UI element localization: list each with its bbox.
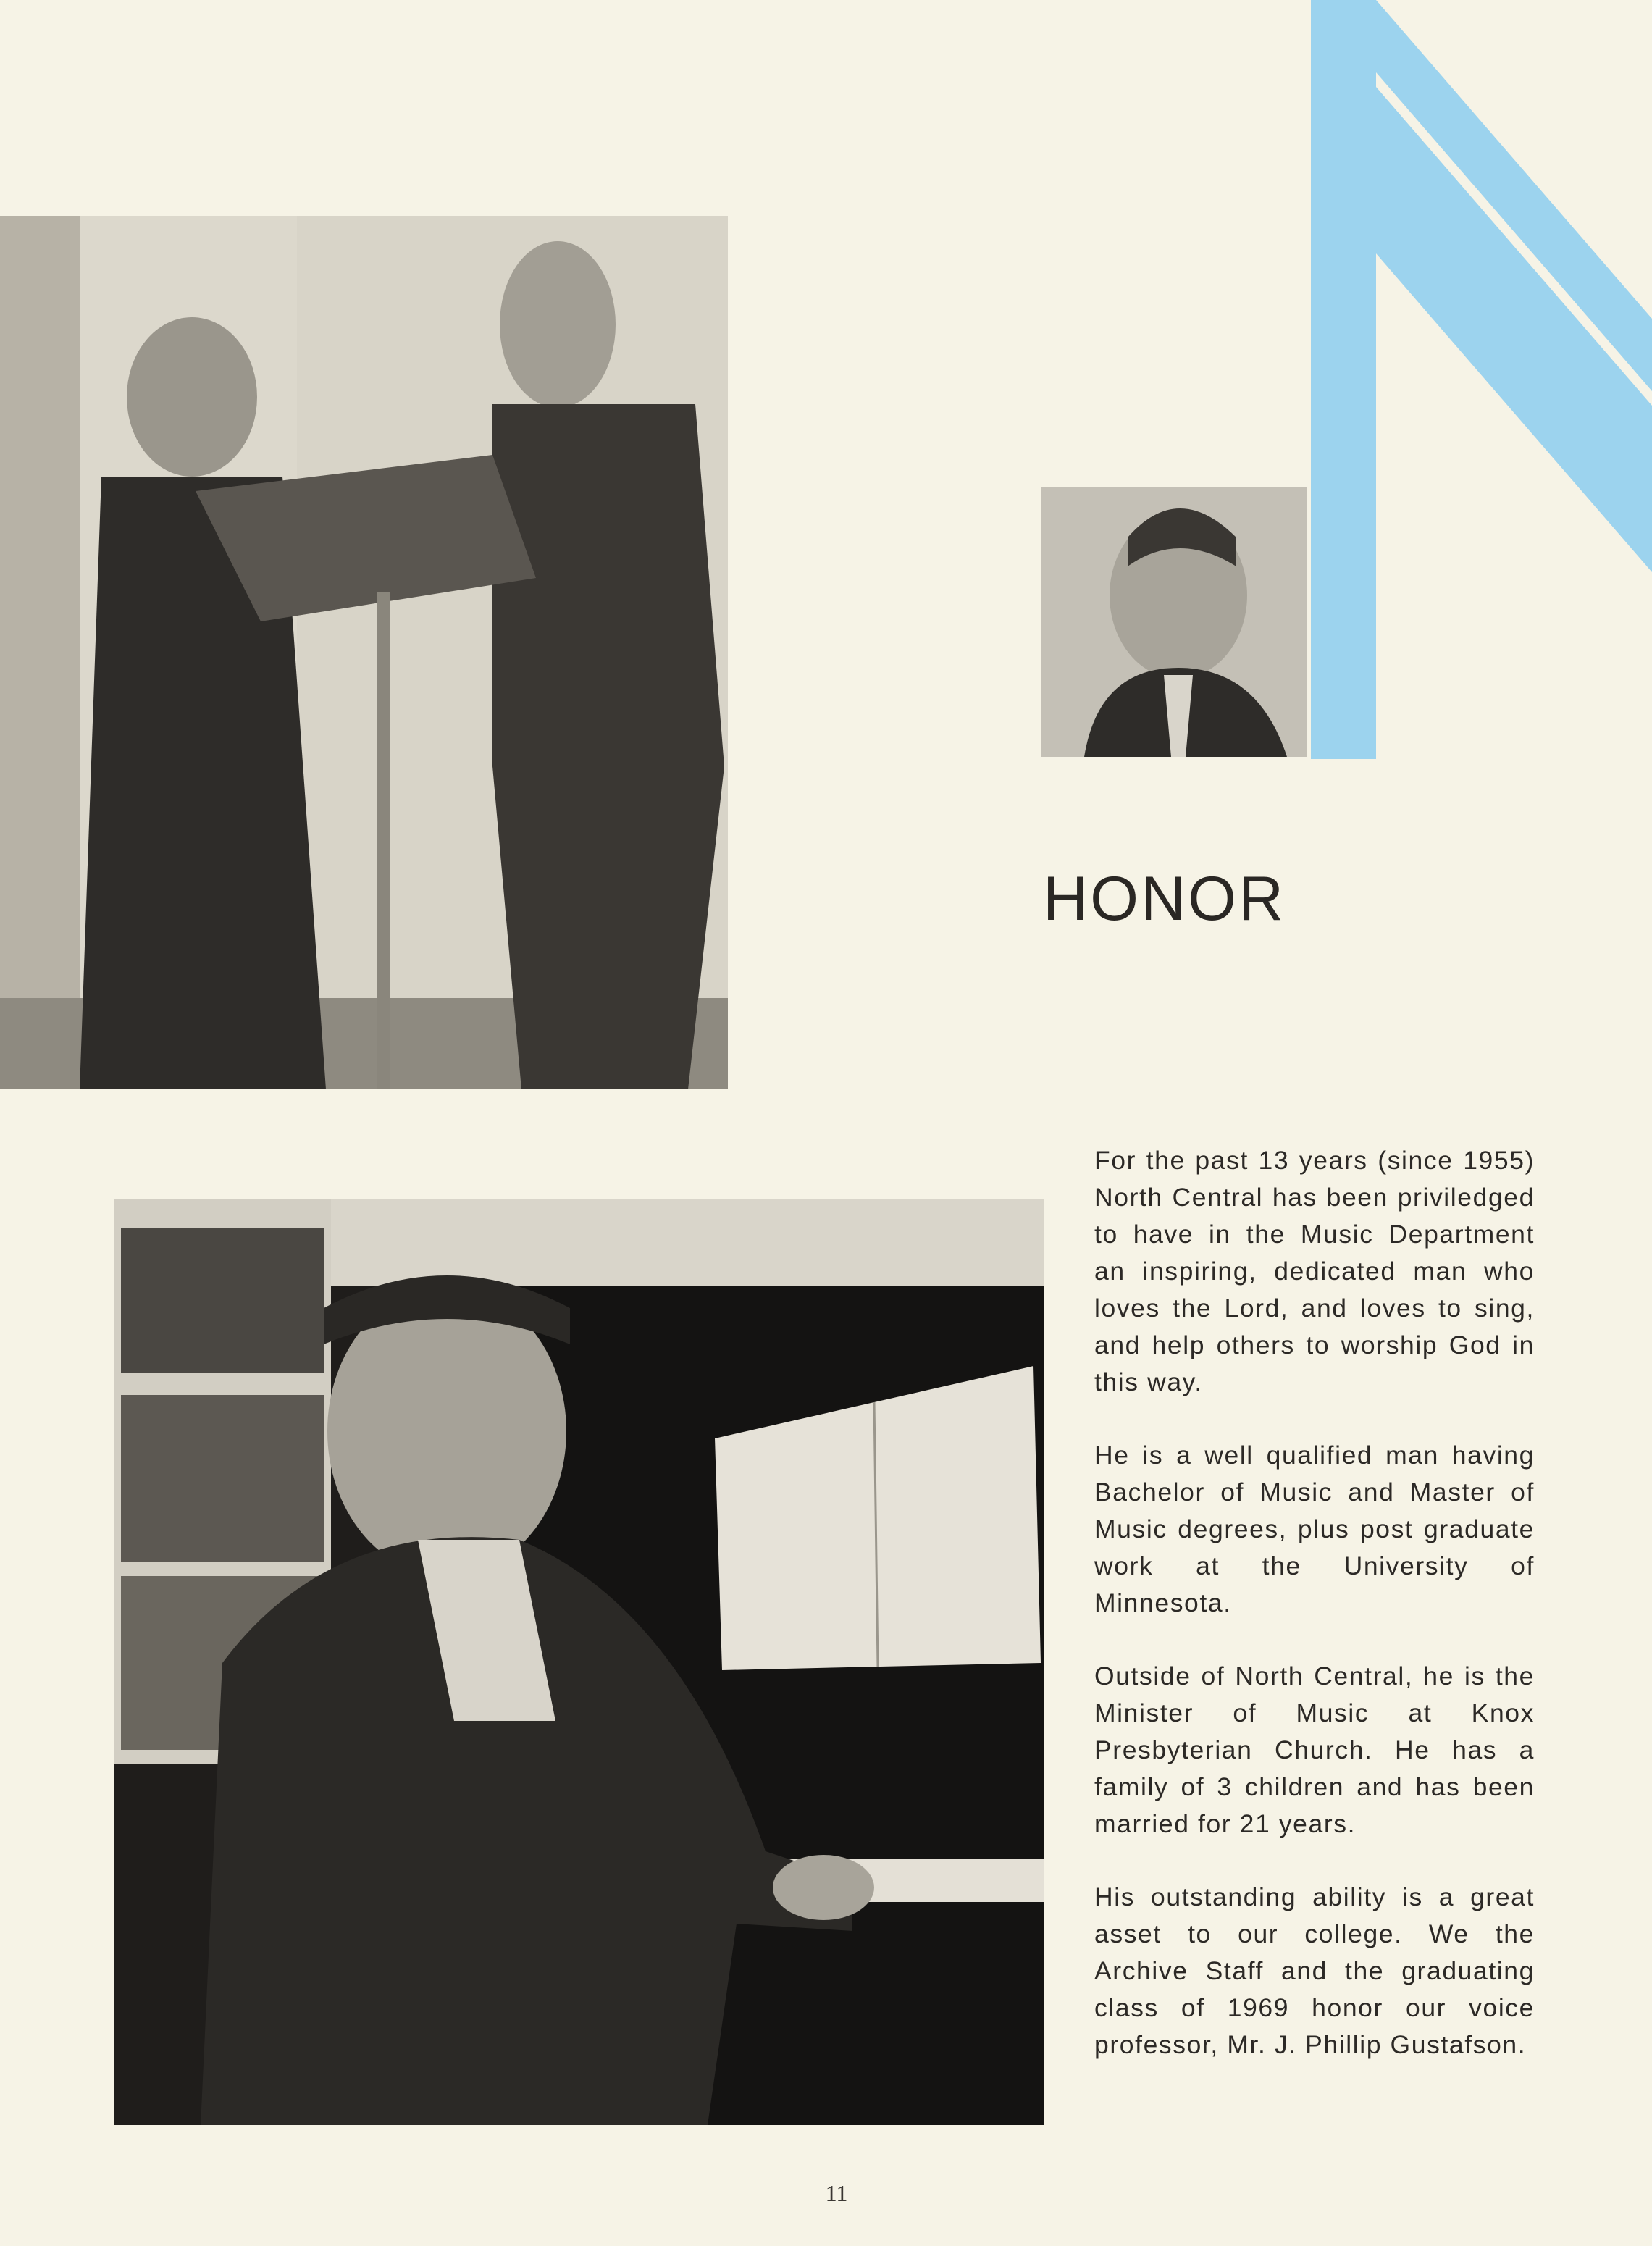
article-paragraph-4: His outstanding ability is a great asset to our college. We the Archive Staff and the graduating class of 1969 honor our voice professor, Mr. J. Phillip Gustafson. bbox=[1094, 1882, 1535, 2059]
portrait-photo bbox=[1041, 487, 1307, 757]
article-paragraph-2: He is a well qualified man having Bachelor of Music and Master of Music degrees, plus post graduate work at the University of Minnesota. bbox=[1094, 1441, 1535, 1617]
man-at-piano-photo bbox=[114, 1199, 1044, 2125]
honor-article bbox=[1094, 1142, 1535, 2100]
article-paragraph-1: For the past 13 years (since 1955) North Central has been priviledged to have in the Music Department an inspiring, dedicated man who loves the Lord, and loves to sing, and help others to worship God in this way. bbox=[1094, 1146, 1535, 1396]
article-paragraph-3: Outside of North Central, he is the Minister of Music at Knox Presbyterian Church. He has a family of 3 children and has been married for 21 years. bbox=[1094, 1662, 1535, 1838]
two-men-music-stand-photo bbox=[0, 216, 728, 1089]
letter-n-graphic-icon bbox=[1311, 0, 1652, 759]
page-heading: HONOR bbox=[1043, 864, 1286, 934]
page-number: 11 bbox=[825, 2180, 848, 2206]
